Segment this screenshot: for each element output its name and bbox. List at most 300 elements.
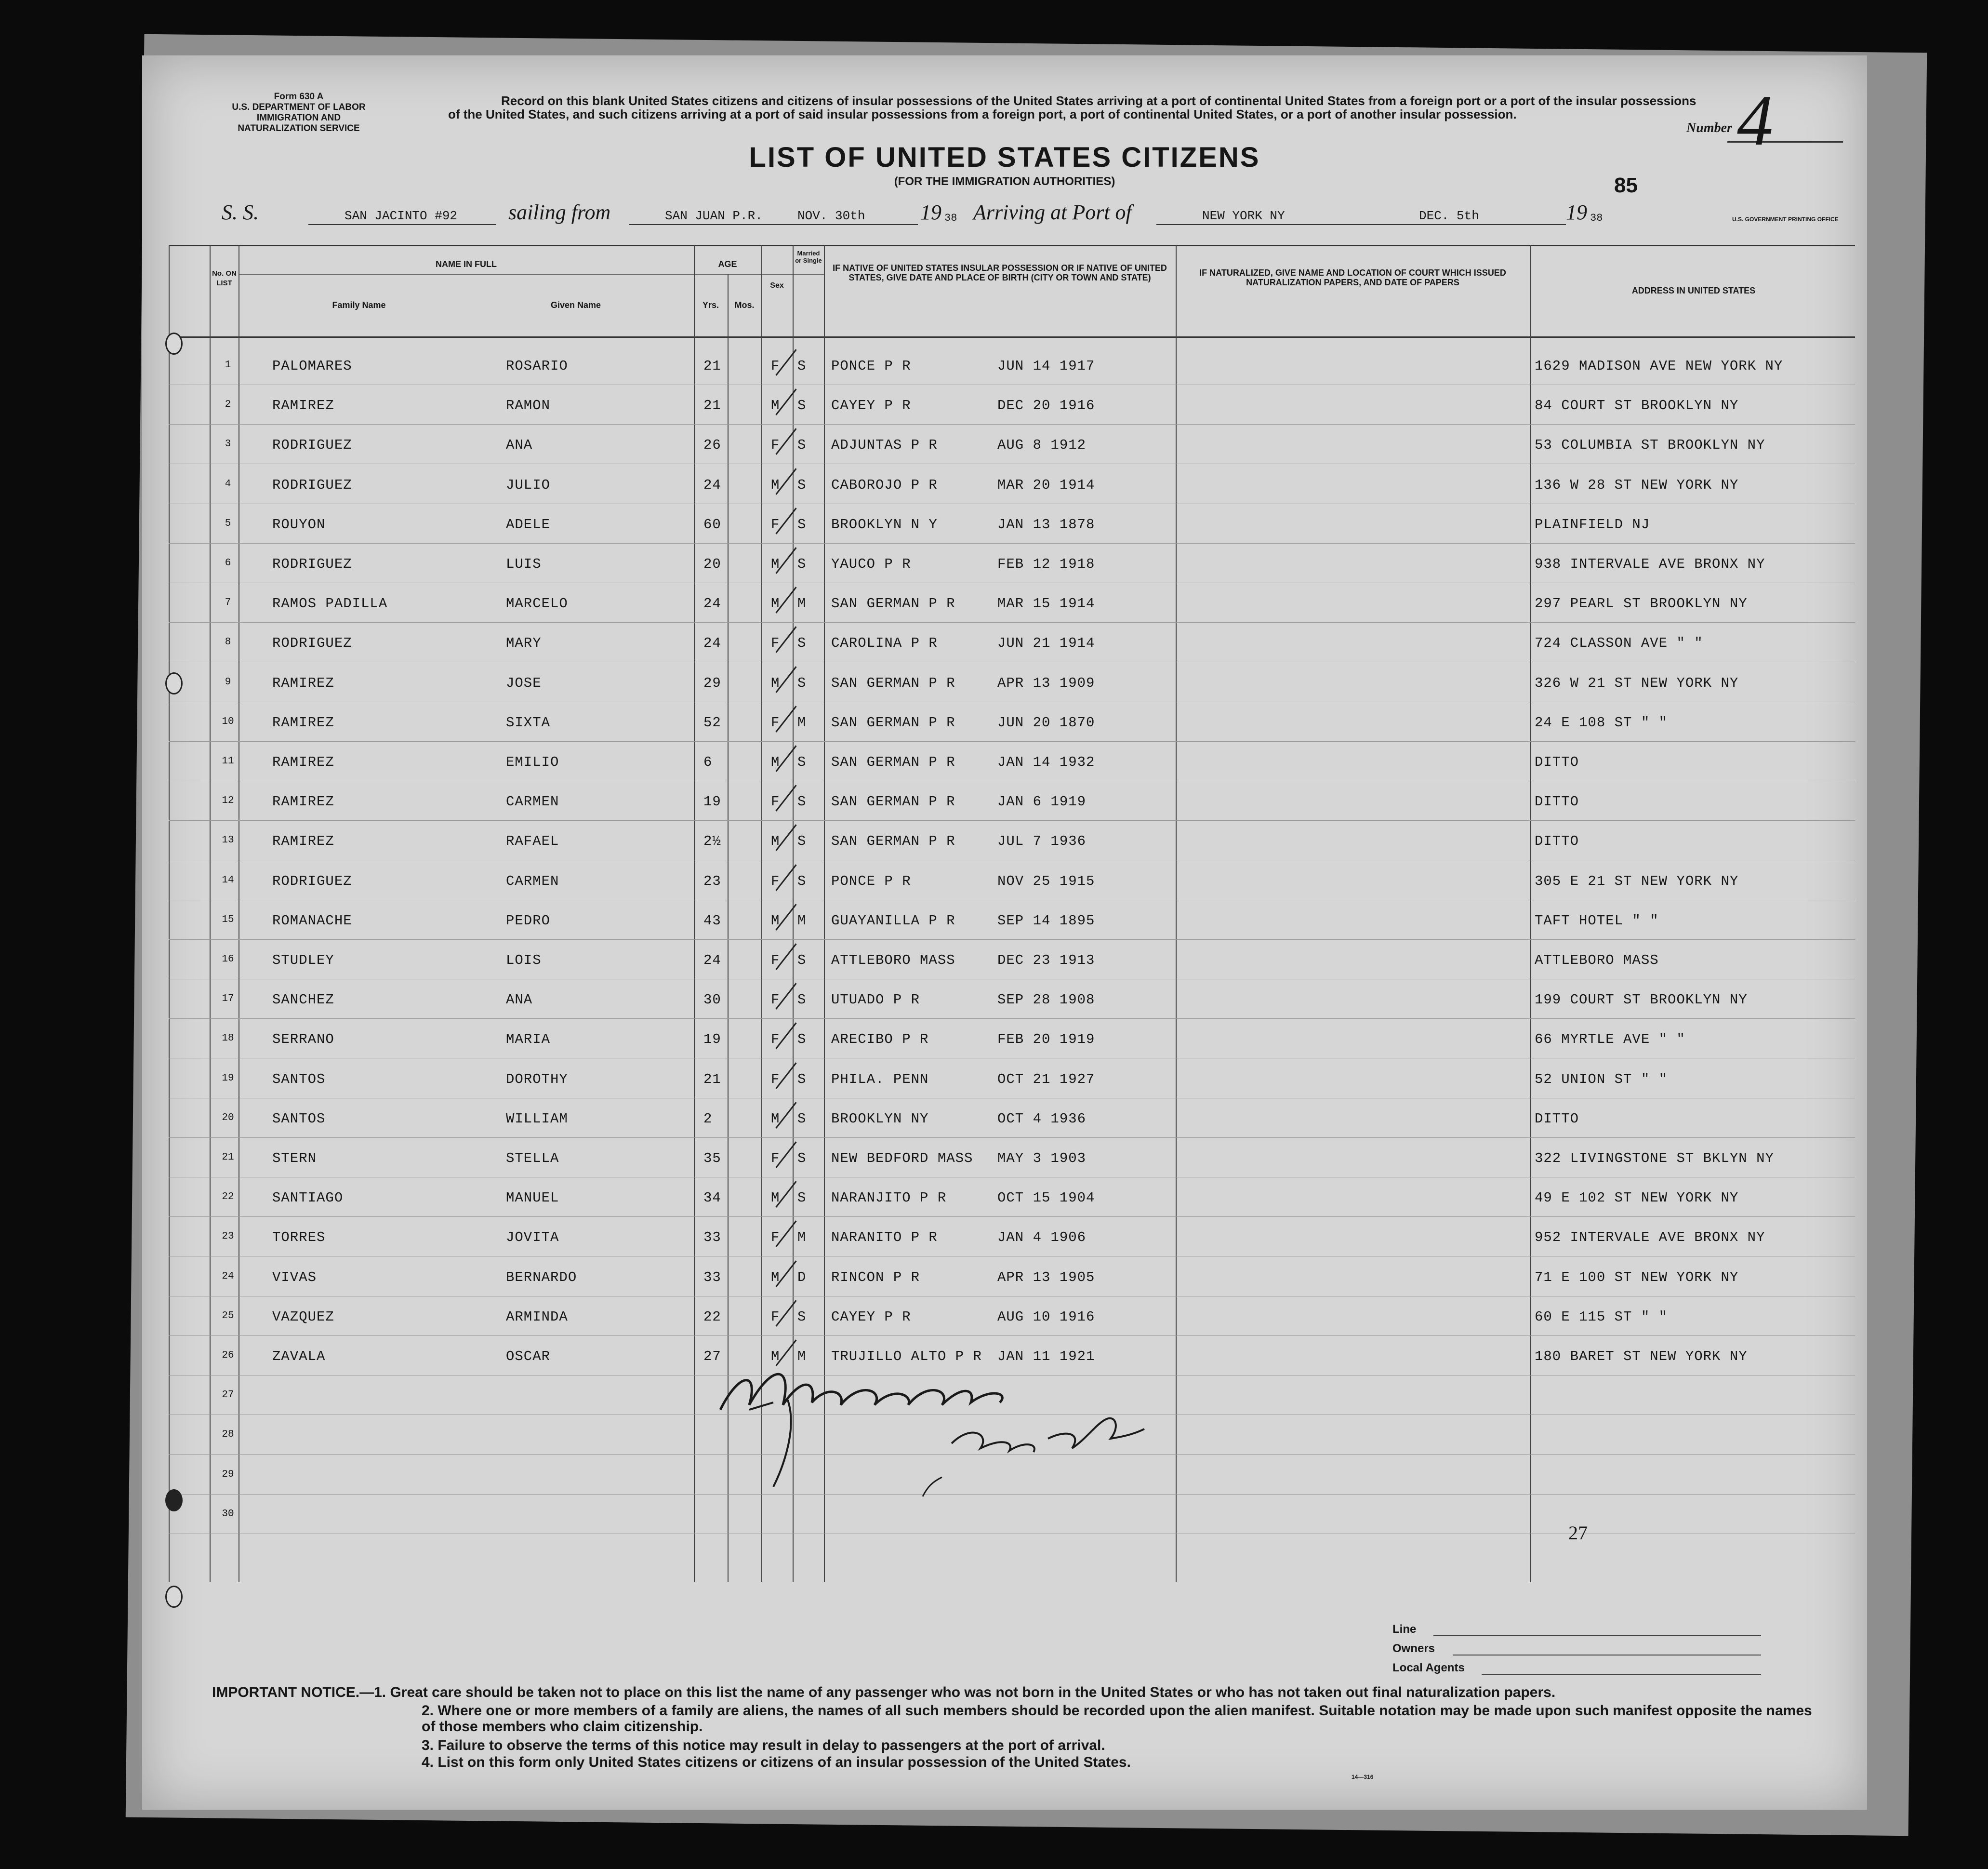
punch-hole — [165, 333, 183, 355]
number-label: Number — [1686, 120, 1732, 135]
cell-date: JUL 7 1936 — [997, 833, 1087, 850]
cell-ms: S — [797, 1150, 807, 1166]
cell-address: 53 COLUMBIA ST BROOKLYN NY — [1535, 437, 1765, 454]
cell-family: RAMOS PADILLA — [272, 596, 388, 612]
footer-code: 14—316 — [1352, 1774, 1374, 1780]
row-number: 10 — [222, 716, 234, 727]
cell-given: MARIA — [506, 1031, 551, 1048]
row-rule — [169, 820, 1855, 821]
cell-ms: S — [797, 516, 807, 533]
cell-sex: F — [771, 1150, 780, 1166]
cell-address: 938 INTERVALE AVE BRONX NY — [1535, 556, 1765, 572]
row-rule — [169, 622, 1855, 623]
cell-family: ROMANACHE — [272, 912, 352, 929]
header-yrs: Yrs. — [702, 300, 719, 310]
cell-given: RAMON — [506, 398, 551, 414]
cell-sex: M — [771, 556, 780, 572]
from-port: SAN JUAN P.R. — [665, 209, 763, 223]
ship-name: SAN JACINTO #92 — [345, 209, 458, 223]
cell-family: SERRANO — [272, 1031, 334, 1048]
cell-sex: F — [771, 516, 780, 533]
row-number: 11 — [222, 756, 234, 767]
cell-place: SAN GERMAN P R — [831, 754, 955, 770]
header-no: No. ON LIST — [212, 269, 237, 287]
cell-sex: M — [771, 477, 780, 493]
cell-place: CAROLINA P R — [831, 635, 938, 652]
notice-item-2: 2. Where one or more members of a family are aliens, the names of all such members should be recorded upon the alien manifest. Suitable notation may be made upon such manifest opposite the names of those members who claim citizenship. — [422, 1703, 1812, 1735]
cell-ms: S — [797, 358, 807, 374]
cell-family: RAMIREZ — [272, 833, 334, 850]
cell-address: DITTO — [1535, 754, 1579, 770]
row-number: 26 — [222, 1350, 234, 1361]
notice-item-1 — [212, 1684, 1802, 1700]
row-number: 15 — [222, 914, 234, 925]
form-id-line: U.S. DEPARTMENT OF LABOR — [232, 102, 366, 112]
cell-place: TRUJILLO ALTO P R — [831, 1348, 982, 1364]
cell-given: CARMEN — [506, 794, 559, 810]
cell-age: 24 — [703, 952, 721, 968]
header-address: ADDRESS IN UNITED STATES — [1631, 286, 1756, 295]
cell-place: CAYEY P R — [831, 1308, 911, 1325]
cell-date: JAN 14 1932 — [997, 754, 1095, 770]
printing-office: U.S. GOVERNMENT PRINTING OFFICE — [1732, 216, 1839, 223]
row-number: 21 — [222, 1152, 234, 1163]
cell-given: ANA — [506, 992, 533, 1008]
cell-address: 71 E 100 ST NEW YORK NY — [1535, 1269, 1739, 1285]
agents-rule — [1482, 1674, 1761, 1675]
cell-age: 19 — [703, 1031, 721, 1048]
cell-place: ARECIBO P R — [831, 1031, 929, 1048]
cell-age: 33 — [703, 1229, 721, 1246]
owners-label: Owners — [1392, 1642, 1435, 1655]
cell-ms: M — [797, 714, 807, 731]
form-id-line: IMMIGRATION AND — [256, 113, 341, 123]
form-id — [198, 92, 400, 134]
cell-place: ADJUNTAS P R — [831, 437, 938, 454]
cell-date: DEC 20 1916 — [997, 398, 1095, 414]
cell-given: JULIO — [506, 477, 551, 493]
cell-given: WILLIAM — [506, 1110, 568, 1127]
cell-family: STUDLEY — [272, 952, 334, 968]
cell-address: DITTO — [1535, 1110, 1579, 1127]
header-given: Given Name — [550, 300, 601, 310]
cell-age: 23 — [703, 873, 721, 889]
cell-address: 52 UNION ST " " — [1535, 1071, 1668, 1087]
cell-place: NARANITO P R — [831, 1229, 938, 1246]
cell-ms: S — [797, 1190, 807, 1206]
cell-address: 326 W 21 ST NEW YORK NY — [1535, 675, 1739, 691]
cell-date: DEC 23 1913 — [997, 952, 1095, 968]
cell-age: 43 — [703, 912, 721, 929]
cell-sex: M — [771, 398, 780, 414]
sailing-from-label: sailing from — [508, 200, 611, 224]
row-number: 22 — [222, 1191, 234, 1203]
row-number: 20 — [222, 1112, 234, 1123]
cell-place: RINCON P R — [831, 1269, 920, 1285]
cell-given: RAFAEL — [506, 833, 559, 850]
cell-address: 297 PEARL ST BROOKLYN NY — [1535, 596, 1748, 612]
row-number: 25 — [222, 1310, 234, 1322]
cell-ms: S — [797, 952, 807, 968]
cell-sex: F — [771, 714, 780, 731]
cell-ms: D — [797, 1269, 807, 1285]
cell-given: JOSE — [506, 675, 542, 691]
cell-family: RODRIGUEZ — [272, 437, 352, 454]
cell-age: 33 — [703, 1269, 721, 1285]
cell-sex: M — [771, 1190, 780, 1206]
cell-given: ROSARIO — [506, 358, 568, 374]
cell-family: TORRES — [272, 1229, 326, 1246]
notice-heading: IMPORTANT NOTICE. — [212, 1684, 360, 1700]
cell-ms: S — [797, 992, 807, 1008]
row-number: 30 — [222, 1508, 234, 1520]
cell-ms: S — [797, 437, 807, 454]
row-number: 29 — [222, 1468, 234, 1480]
cell-address: 305 E 21 ST NEW YORK NY — [1535, 873, 1739, 889]
cell-place: SAN GERMAN P R — [831, 794, 955, 810]
cell-given: EMILIO — [506, 754, 559, 770]
row-rule — [169, 424, 1855, 425]
number-value: 4 — [1737, 80, 1773, 160]
punch-hole — [165, 1489, 183, 1511]
agents-label: Local Agents — [1392, 1661, 1465, 1674]
name-age-subrule — [239, 274, 824, 275]
header-married: Married or Single — [795, 250, 822, 264]
page-count: 85 — [1614, 174, 1638, 197]
cell-given: PEDRO — [506, 912, 551, 929]
header-age: AGE — [718, 259, 737, 269]
col-rule — [169, 245, 170, 1582]
cell-ms: S — [797, 675, 807, 691]
cell-place: PONCE P R — [831, 358, 911, 374]
cell-ms: S — [797, 754, 807, 770]
notice-text-1: —1. Great care should be taken not to place on this list the name of any passenger who was not born in the United States or who has not taken out final naturalization papers. — [359, 1684, 1556, 1700]
cell-family: SANCHEZ — [272, 992, 334, 1008]
cell-sex: M — [771, 1269, 780, 1285]
cell-given: LOIS — [506, 952, 542, 968]
cell-sex: F — [771, 1031, 780, 1048]
cell-age: 29 — [703, 675, 721, 691]
cell-ms: S — [797, 794, 807, 810]
cell-ms: S — [797, 635, 807, 652]
cell-address: 49 E 102 ST NEW YORK NY — [1535, 1190, 1739, 1206]
cell-ms: S — [797, 1110, 807, 1127]
cell-sex: F — [771, 1229, 780, 1246]
cell-sex: M — [771, 675, 780, 691]
form-instructions: Record on this blank United States citizens and citizens of insular possessions of the United States arriving at a port of continental United States from a foreign port or a port of the insular possessions of the United States, and such citizens arriving at a port of said insular possessions from a foreign port, a port of continental United States, or a port of another insular possession. — [448, 93, 1696, 121]
cell-family: RODRIGUEZ — [272, 635, 352, 652]
cell-given: STELLA — [506, 1150, 559, 1166]
cell-date: JUN 20 1870 — [997, 714, 1095, 731]
cell-sex: F — [771, 794, 780, 810]
cell-date: APR 13 1905 — [997, 1269, 1095, 1285]
cell-age: 19 — [703, 794, 721, 810]
cell-given: LUIS — [506, 556, 542, 572]
cell-place: CABOROJO P R — [831, 477, 938, 493]
cell-address: 180 BARET ST NEW YORK NY — [1535, 1348, 1748, 1364]
tally-mark: 27 — [1568, 1522, 1588, 1544]
cell-family: RAMIREZ — [272, 794, 334, 810]
cell-given: MARCELO — [506, 596, 568, 612]
cell-ms: M — [797, 596, 807, 612]
cell-place: BROOKLYN N Y — [831, 516, 938, 533]
cell-sex: F — [771, 1071, 780, 1087]
cell-address: 24 E 108 ST " " — [1535, 714, 1668, 731]
cell-date: APR 13 1909 — [997, 675, 1095, 691]
from-date: NOV. 30th — [797, 209, 865, 223]
cell-given: SIXTA — [506, 714, 551, 731]
header-name: NAME IN FULL — [436, 259, 497, 269]
cell-sex: M — [771, 1110, 780, 1127]
cell-family: SANTOS — [272, 1071, 326, 1087]
row-rule — [169, 1216, 1855, 1217]
cell-address: DITTO — [1535, 833, 1579, 850]
header-birth: IF NATIVE OF UNITED STATES INSULAR POSSESSION OR IF NATIVE OF UNITED STATES, GIVE DATE AND PLACE OF BIRTH (CITY OR TOWN AND STATE) — [833, 263, 1167, 282]
cell-sex: M — [771, 1348, 780, 1364]
cell-age: 24 — [703, 596, 721, 612]
page-subtitle: (FOR THE IMMIGRATION AUTHORITIES) — [894, 175, 1115, 188]
row-rule — [169, 939, 1855, 940]
cell-given: BERNARDO — [506, 1269, 577, 1285]
row-number: 4 — [225, 478, 231, 490]
from-year: 38 — [944, 212, 957, 224]
arriving-label: Arriving at Port of — [973, 200, 1132, 224]
cell-ms: S — [797, 556, 807, 572]
cell-address: ATTLEBORO MASS — [1535, 952, 1659, 968]
inspector-signature — [701, 1342, 1183, 1501]
cell-family: RAMIREZ — [272, 754, 334, 770]
col-rule — [694, 245, 695, 1582]
cell-sex: F — [771, 1308, 780, 1325]
row-number: 12 — [222, 795, 234, 807]
cell-age: 22 — [703, 1308, 721, 1325]
cell-place: SAN GERMAN P R — [831, 675, 955, 691]
row-number: 17 — [222, 993, 234, 1005]
row-rule — [169, 543, 1855, 544]
cell-ms: M — [797, 1348, 807, 1364]
cell-address: 1629 MADISON AVE NEW YORK NY — [1535, 358, 1783, 374]
cell-date: NOV 25 1915 — [997, 873, 1095, 889]
cell-age: 60 — [703, 516, 721, 533]
cell-address: 952 INTERVALE AVE BRONX NY — [1535, 1229, 1765, 1246]
cell-given: ADELE — [506, 516, 551, 533]
row-number: 9 — [225, 676, 231, 688]
cell-family: RAMIREZ — [272, 714, 334, 731]
cell-sex: F — [771, 635, 780, 652]
form-id-line: Form 630 A — [274, 92, 324, 102]
cell-family: RODRIGUEZ — [272, 477, 352, 493]
cell-age: 27 — [703, 1348, 721, 1364]
cell-family: RODRIGUEZ — [272, 556, 352, 572]
row-number: 28 — [222, 1429, 234, 1441]
row-rule — [169, 741, 1855, 742]
cell-place: NARANJITO P R — [831, 1190, 947, 1206]
row-number: 16 — [222, 954, 234, 965]
cell-given: ANA — [506, 437, 533, 454]
cell-address: 60 E 115 ST " " — [1535, 1308, 1668, 1325]
cell-sex: M — [771, 754, 780, 770]
row-number: 19 — [222, 1072, 234, 1084]
header-naturalized: IF NATURALIZED, GIVE NAME AND LOCATION OF COURT WHICH ISSUED NATURALIZATION PAPERS, AND DATE OF PAPERS — [1199, 268, 1506, 287]
cell-age: 30 — [703, 992, 721, 1008]
line-label: Line — [1392, 1623, 1417, 1636]
table-top-rule — [169, 245, 1855, 246]
cell-family: ROUYON — [272, 516, 326, 533]
cell-family: SANTIAGO — [272, 1190, 344, 1206]
cell-date: OCT 4 1936 — [997, 1110, 1087, 1127]
cell-family: VAZQUEZ — [272, 1308, 334, 1325]
ss-label: S. S. — [222, 200, 259, 224]
cell-given: JOVITA — [506, 1229, 559, 1246]
cell-sex: M — [771, 596, 780, 612]
cell-ms: S — [797, 1031, 807, 1048]
line-rule — [1433, 1635, 1761, 1636]
cell-family: STERN — [272, 1150, 317, 1166]
cell-ms: M — [797, 1229, 807, 1246]
to-port: NEW YORK NY — [1202, 209, 1285, 223]
cell-date: JAN 13 1878 — [997, 516, 1095, 533]
cell-address: 322 LIVINGSTONE ST BKLYN NY — [1535, 1150, 1774, 1166]
row-rule — [169, 1018, 1855, 1019]
row-number: 18 — [222, 1033, 234, 1044]
cell-family: VIVAS — [272, 1269, 317, 1285]
header-mos: Mos. — [734, 300, 755, 310]
cell-family: RAMIREZ — [272, 675, 334, 691]
cell-address: 199 COURT ST BROOKLYN NY — [1535, 992, 1748, 1008]
to-year: 38 — [1590, 212, 1603, 224]
cell-age: 21 — [703, 1071, 721, 1087]
cell-place: UTUADO P R — [831, 992, 920, 1008]
cell-address: PLAINFIELD NJ — [1535, 516, 1650, 533]
cell-ms: S — [797, 833, 807, 850]
row-number: 23 — [222, 1231, 234, 1242]
cell-address: 84 COURT ST BROOKLYN NY — [1535, 398, 1739, 414]
cell-date: SEP 14 1895 — [997, 912, 1095, 929]
cell-family: RODRIGUEZ — [272, 873, 352, 889]
cell-age: 21 — [703, 398, 721, 414]
cell-age: 26 — [703, 437, 721, 454]
year-label: 19 — [920, 200, 941, 224]
row-number: 5 — [225, 518, 231, 529]
cell-place: NEW BEDFORD MASS — [831, 1150, 973, 1166]
cell-age: 2½ — [703, 833, 721, 850]
row-number: 7 — [225, 597, 231, 609]
cell-address: TAFT HOTEL " " — [1535, 912, 1659, 929]
row-number: 6 — [225, 558, 231, 569]
cell-date: FEB 12 1918 — [997, 556, 1095, 572]
row-rule — [169, 1335, 1855, 1336]
header-bottom-rule — [169, 336, 1855, 338]
punch-hole — [165, 672, 183, 694]
to-underline — [1156, 224, 1566, 225]
manifest-sheet — [142, 55, 1867, 1810]
cell-sex: F — [771, 873, 780, 889]
cell-age: 20 — [703, 556, 721, 572]
cell-age: 21 — [703, 358, 721, 374]
cell-age: 24 — [703, 477, 721, 493]
cell-ms: S — [797, 477, 807, 493]
row-number: 2 — [225, 399, 231, 411]
cell-address: 66 MYRTLE AVE " " — [1535, 1031, 1685, 1048]
ship-underline — [308, 224, 496, 225]
cell-given: MANUEL — [506, 1190, 559, 1206]
header-sex: Sex — [770, 281, 784, 290]
cell-date: AUG 8 1912 — [997, 437, 1087, 454]
cell-place: PHILA. PENN — [831, 1071, 929, 1087]
cell-age: 35 — [703, 1150, 721, 1166]
cell-sex: F — [771, 952, 780, 968]
cell-family: RAMIREZ — [272, 398, 334, 414]
cell-place: GUAYANILLA P R — [831, 912, 955, 929]
cell-date: MAY 3 1903 — [997, 1150, 1087, 1166]
cell-date: JAN 6 1919 — [997, 794, 1087, 810]
col-rule — [1530, 245, 1531, 1582]
cell-sex: F — [771, 437, 780, 454]
cell-ms: S — [797, 398, 807, 414]
cell-place: PONCE P R — [831, 873, 911, 889]
cell-age: 6 — [703, 754, 713, 770]
cell-given: ARMINDA — [506, 1308, 568, 1325]
cell-place: SAN GERMAN P R — [831, 833, 955, 850]
row-number: 27 — [222, 1389, 234, 1401]
cell-given: OSCAR — [506, 1348, 551, 1364]
row-number: 3 — [225, 439, 231, 450]
cell-sex: F — [771, 358, 780, 374]
col-rule — [210, 245, 211, 1582]
notice-item-4: 4. List on this form only United States citizens or citizens of an insular possession of the United States. — [422, 1754, 1131, 1770]
cell-ms: S — [797, 1071, 807, 1087]
row-number: 13 — [222, 835, 234, 846]
cell-date: OCT 15 1904 — [997, 1190, 1095, 1206]
row-number: 8 — [225, 637, 231, 648]
cell-age: 24 — [703, 635, 721, 652]
cell-place: BROOKLYN NY — [831, 1110, 929, 1127]
cell-address: 724 CLASSON AVE " " — [1535, 635, 1703, 652]
cell-date: SEP 28 1908 — [997, 992, 1095, 1008]
cell-address: 136 W 28 ST NEW YORK NY — [1535, 477, 1739, 493]
cell-sex: M — [771, 912, 780, 929]
row-rule — [169, 1137, 1855, 1138]
row-number: 24 — [222, 1270, 234, 1282]
notice-item-3: 3. Failure to observe the terms of this notice may result in delay to passengers at the port of arrival. — [422, 1737, 1105, 1753]
cell-age: 52 — [703, 714, 721, 731]
to-date: DEC. 5th — [1419, 209, 1479, 223]
cell-given: DOROTHY — [506, 1071, 568, 1087]
cell-age: 34 — [703, 1190, 721, 1206]
cell-given: MARY — [506, 635, 542, 652]
cell-date: MAR 15 1914 — [997, 596, 1095, 612]
cell-place: SAN GERMAN P R — [831, 714, 955, 731]
cell-place: YAUCO P R — [831, 556, 911, 572]
cell-date: FEB 20 1919 — [997, 1031, 1095, 1048]
cell-date: JAN 11 1921 — [997, 1348, 1095, 1364]
cell-date: JUN 14 1917 — [997, 358, 1095, 374]
cell-date: AUG 10 1916 — [997, 1308, 1095, 1325]
cell-place: SAN GERMAN P R — [831, 596, 955, 612]
cell-ms: S — [797, 873, 807, 889]
header-family: Family Name — [332, 300, 386, 310]
page-title: LIST OF UNITED STATES CITIZENS — [749, 142, 1260, 173]
cell-date: JUN 21 1914 — [997, 635, 1095, 652]
cell-date: MAR 20 1914 — [997, 477, 1095, 493]
form-id-line: NATURALIZATION SERVICE — [238, 123, 360, 134]
punch-hole — [165, 1586, 183, 1608]
cell-family: ZAVALA — [272, 1348, 326, 1364]
cell-age: 2 — [703, 1110, 713, 1127]
cell-family: SANTOS — [272, 1110, 326, 1127]
cell-sex: F — [771, 992, 780, 1008]
year-label-2: 19 — [1566, 200, 1587, 224]
